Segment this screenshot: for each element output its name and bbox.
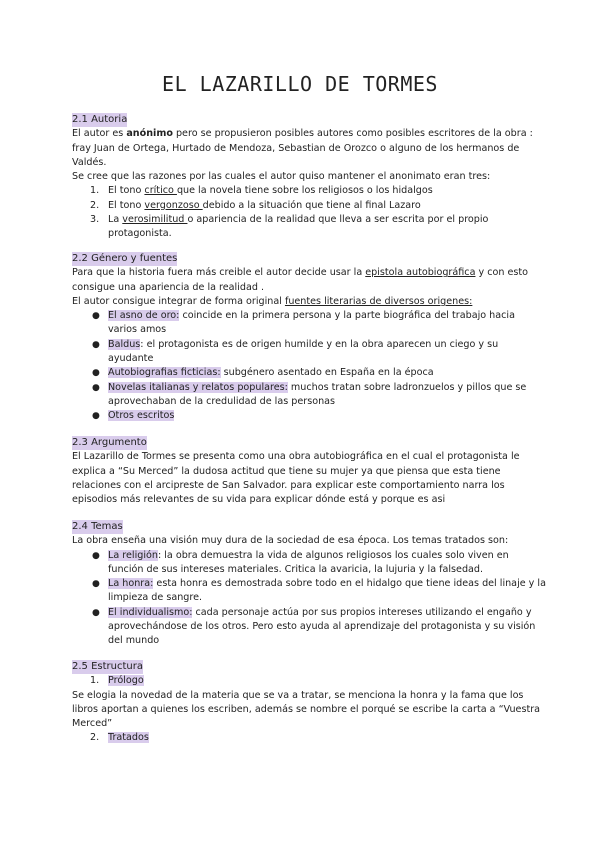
text: El autor consigue integrar de forma original [72,295,285,307]
numbered-list [72,184,546,241]
list-item [72,199,546,213]
paragraph [72,295,546,309]
text: esta honra es demostrada sobre todo en el hidalgo que tiene ideas del linaje y la limpieza de sangre. [108,578,546,604]
list-number: 3. [90,214,100,226]
bullet-list [72,309,546,423]
list-item [72,577,546,606]
paragraph [72,127,546,170]
list-item [72,338,546,367]
text: : el protagonista es de origen humilde y en la obra aparecen un ciego y su ayudante [108,338,499,365]
section-heading: 2.3 Argumento [72,437,147,448]
paragraph: La obra enseña una visión muy dura de la sociedad de esa época. Los temas tratados son: [72,535,509,547]
highlighted-text: Novelas italianas y relatos populares: [108,381,288,393]
bold-text: anónimo [126,128,173,140]
list-item [72,731,546,745]
list-item [72,409,546,423]
list-item [72,309,546,338]
bullet-list [72,549,546,649]
bullet-icon: ● [92,579,100,590]
list-item [72,606,546,649]
list-item [72,366,546,380]
bullet-icon: ● [92,411,100,422]
underlined-text: vergonzoso [144,199,203,211]
text: : la obra demuestra la vida de algunos religiosos los cuales solo viven en función de sus intereses materiales. Critica la avaricia, la lujuria y la falsedad. [108,549,509,575]
numbered-list [72,731,546,745]
highlighted-text: El asno de oro: [108,310,180,322]
highlighted-text: Prólogo [108,675,144,687]
text: El tono [108,199,145,211]
text: y con esto consigue una apariencia de la realidad . [72,267,529,293]
section-heading: 2.1 Autoria [72,114,128,125]
list-item [72,674,546,688]
paragraph: Se cree que las razones por las cuales el autor quiso mantener el anonimato eran tres: [72,171,491,183]
highlighted-text: Autobiografias ficticias: [108,367,221,379]
bullet-icon: ● [92,311,100,322]
section-estructura [72,660,546,746]
section-genero-fuentes [72,252,546,424]
underlined-text: crítico [144,185,177,197]
text: subgénero asentado en España en la época [220,367,434,379]
list-number: 1. [90,675,100,687]
text: El autor es [72,128,127,140]
highlighted-text: Baldus [108,338,141,350]
paragraph: El Lazarillo de Tormes se presenta como una obra autobiográfica en el cual el protagonista le explica a “Su Merced” la dudosa actitud que tiene su mujer ya que piensa que esta tiene relaciones con el arcipreste de San Salvador. para explicar este comportamiento narra los episodios más relevantes de su vida para explicar dónde está y porque es asi [72,451,520,506]
highlighted-text: Tratados [108,732,149,744]
highlighted-text: La religión [108,549,158,561]
text: muchos tratan sobre ladronzuelos y pillos que se aprovechaban de la credulidad de las personas [108,381,527,407]
text: o apariencia de la realidad que lleva a ser escrita por el propio protagonista. [108,214,489,240]
paragraph: Se elogia la novedad de la materia que se va a tratar, se menciona la honra y la fama que los libros aportan a quienes los escriben, además se nombre el porqué se escribe la carta a “Vuestra Merced” [72,689,541,730]
bullet-icon: ● [92,550,100,561]
bullet-icon: ● [92,607,100,618]
section-heading: 2.5 Estructura [72,661,143,672]
bullet-icon: ● [92,368,100,379]
text: debido a la situación que tiene al final Lazaro [202,199,421,211]
text: pero se propusieron posibles autores como posibles escritores de la obra : fray Juan de Ortega, Hurtado de Mendoza, Sebastian de Orozco o alguno de los hermanos de Valdés. [72,128,533,168]
paragraph [72,266,546,295]
text: cada personaje actúa por sus propios intereses utilizando el engaño y aprovechándose de los otros. Pero esto ayuda al aprendizaje del protagonista y su visión del mundo [108,606,536,647]
underlined-text: verosimilitud [122,214,188,226]
text: coincide en la primera persona y la parte biográfica del trabajo hacia varios amos [108,310,515,336]
list-number: 2. [90,199,100,211]
numbered-list [72,674,546,688]
bullet-icon: ● [92,339,100,350]
text: Para que la historia fuera más creible el autor decide usar la [72,267,366,279]
underlined-text: epistola autobiográfica [365,267,476,279]
list-number: 1. [90,185,100,197]
highlighted-text: Otros escritos [108,410,175,422]
bullet-icon: ● [92,382,100,393]
document-title: EL LAZARILLO DE TORMES [162,72,438,96]
section-temas [72,520,546,649]
section-heading: 2.4 Temas [72,521,123,532]
list-item [72,213,546,242]
list-number: 2. [90,732,100,744]
text: El tono [108,185,145,197]
underlined-text: fuentes literarias de diversos origenes: [284,295,473,307]
section-heading: 2.2 Género y fuentes [72,253,178,264]
text: La [108,214,123,226]
list-item [72,381,546,410]
section-autoria [72,113,546,242]
highlighted-text: La honra: [108,578,154,590]
section-argumento [72,436,546,507]
highlighted-text: El individualismo: [108,606,193,618]
list-item [72,184,546,198]
list-item [72,549,546,578]
text: que la novela tiene sobre los religiosos o los hidalgos [176,185,433,197]
